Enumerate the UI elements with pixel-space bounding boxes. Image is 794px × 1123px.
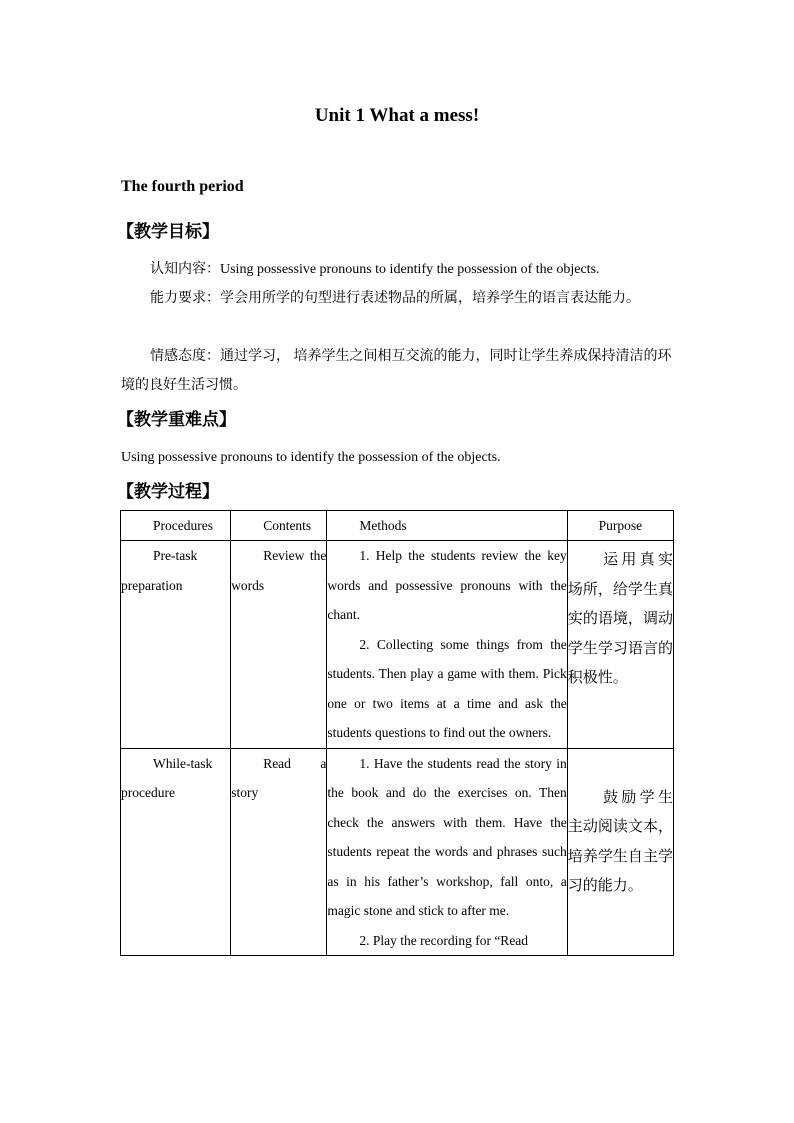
- table-header-row: [121, 511, 674, 541]
- purpose-cell: 鼓励学生主动阅读文本，培养学生自主学习的能力。: [567, 748, 673, 956]
- method-item: 1. Have the students read the story in the book and do the exercises on. Then check the answers with them. Have the students repeat the words and phrases such as in his father’s workshop, fall onto, a magic stone and stick to after me.: [327, 755, 567, 918]
- procedure-cell: While-task procedure: [121, 748, 231, 956]
- header-methods: Methods: [327, 511, 567, 541]
- procedure-cell: Pre-task preparation: [121, 541, 231, 749]
- header-contents: Contents: [231, 511, 327, 541]
- purpose-cell: 运用真实场所，给学生真实的语境，调动学生学习语言的积极性。: [567, 541, 673, 749]
- key-points-text: Using possessive pronouns to identify the possession of the objects.: [121, 450, 501, 465]
- table-row: [121, 541, 674, 749]
- period-title: The fourth period: [121, 178, 244, 195]
- page-title: Unit 1 What a mess!: [314, 105, 480, 126]
- content-cell: Review the words: [231, 541, 327, 749]
- process-heading: 【教学过程】: [117, 482, 219, 502]
- method-item: 2. Play the recording for “Read: [359, 932, 529, 948]
- key-points-heading: 【教学重难点】: [117, 410, 236, 430]
- methods-cell: [327, 748, 567, 956]
- methods-cell: [327, 541, 567, 749]
- objective-knowledge: 认知内容：Using possessive pronouns to identify the possession of the objects.: [150, 262, 600, 277]
- objective-attitude: 情感态度：通过学习， 培养学生之间相互交流的能力，同时让学生养成保持清洁的环境的良好生活习惯。: [121, 349, 672, 393]
- method-item: 2. Collecting some things from the students. Then play a game with them. Pick one or two items at a time and ask the students questions to find out the owners.: [327, 636, 567, 740]
- header-procedures: Procedures: [121, 511, 231, 541]
- method-item: 1. Help the students review the key words and possessive pronouns with the chant.: [327, 548, 567, 622]
- content-cell: Read a story: [231, 748, 327, 956]
- table-row: [121, 748, 674, 956]
- process-table: [120, 510, 674, 956]
- objective-ability: 能力要求：学会用所学的句型进行表述物品的所属，培养学生的语言表达能力。: [150, 291, 640, 306]
- header-purpose: Purpose: [567, 511, 673, 541]
- objectives-heading: 【教学目标】: [117, 222, 219, 242]
